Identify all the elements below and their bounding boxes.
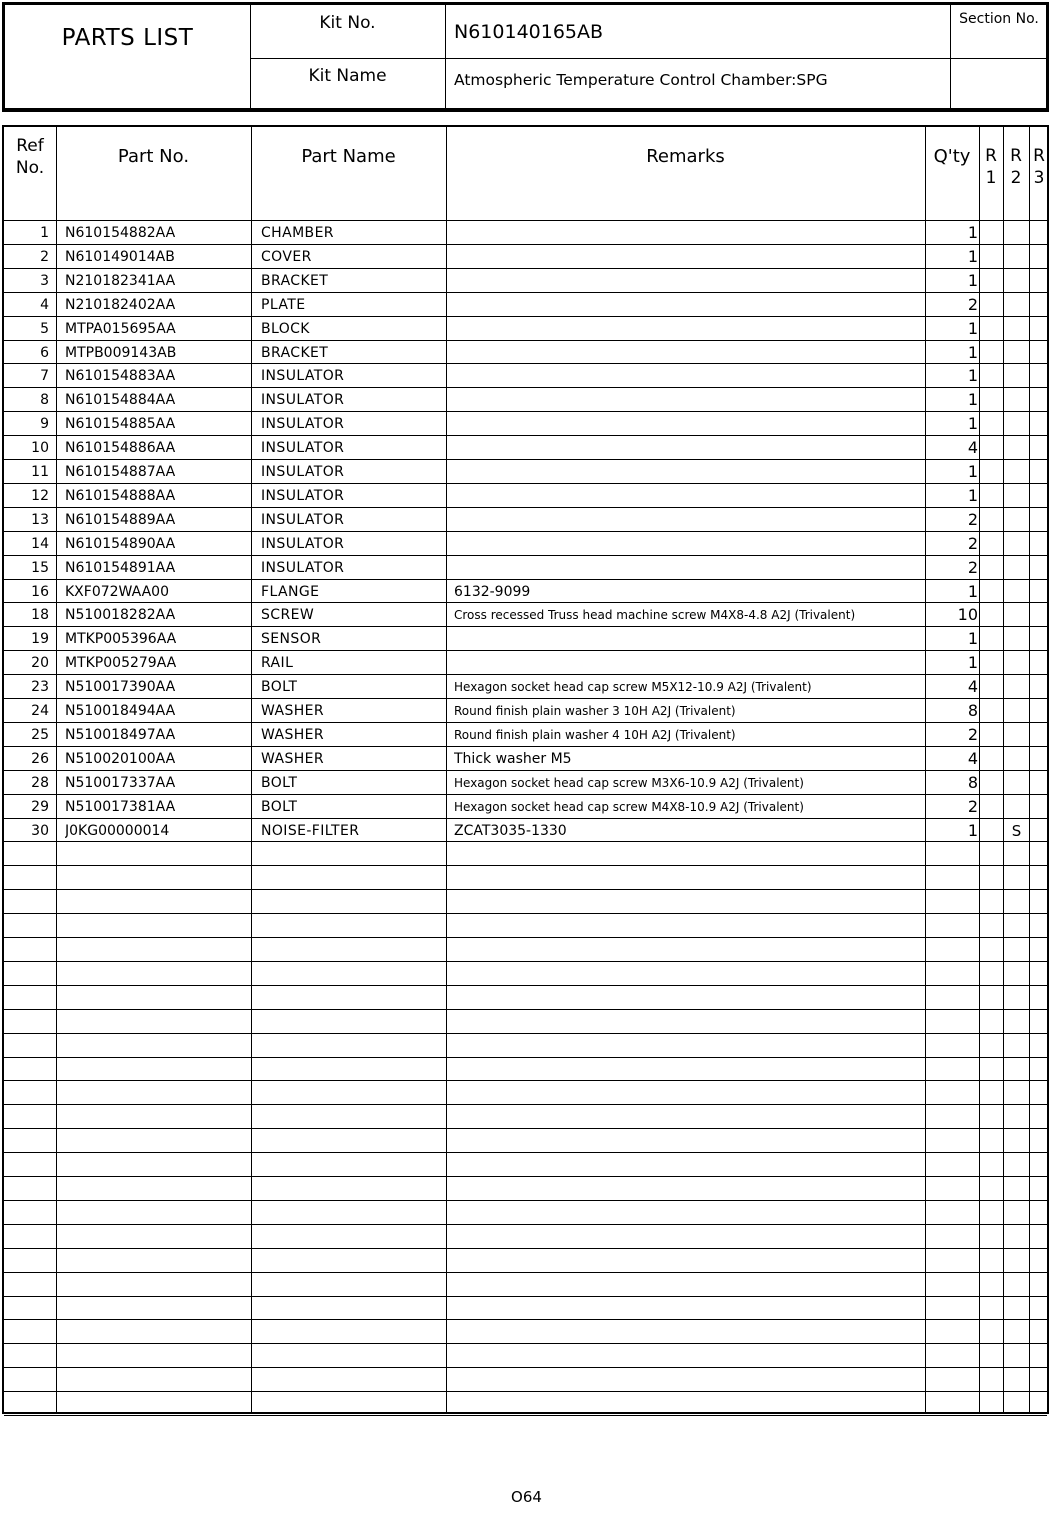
remarks-cell <box>454 435 924 459</box>
parts-list-header <box>2 2 1049 112</box>
r1-cell <box>980 626 1003 650</box>
ref-no-cell: 28 <box>31 774 49 791</box>
col-header-qty: Q'ty <box>933 146 971 167</box>
kit-no-label: Kit No. <box>319 13 376 33</box>
part-name-cell: COVER <box>261 248 312 265</box>
qty-cell: 2 <box>967 533 978 553</box>
r3-cell <box>1030 387 1049 411</box>
ref-no-cell: 18 <box>31 607 49 624</box>
ref-no-cell: 14 <box>31 535 49 552</box>
row-divider <box>4 1272 1047 1273</box>
part-no-cell: MTKP005396AA <box>65 631 177 648</box>
row-divider <box>4 913 1047 914</box>
qty-cell: 8 <box>967 701 978 720</box>
r1-cell <box>980 579 1003 603</box>
ref-no-cell: 7 <box>40 368 49 385</box>
part-no-cell: N510017390AA <box>65 679 176 696</box>
row-divider <box>4 1391 1047 1392</box>
row-divider <box>4 1104 1047 1105</box>
r2-cell <box>1004 244 1029 268</box>
ref-no-cell: 4 <box>40 296 49 313</box>
col-header-part-no: Part No. <box>117 146 190 167</box>
qty-cell: 1 <box>967 581 978 601</box>
r2-cell <box>1004 292 1029 316</box>
ref-no-cell: 8 <box>40 392 49 409</box>
part-no-cell: N610154887AA <box>65 464 176 480</box>
part-no-cell: N510018497AA <box>65 726 176 743</box>
ref-no-cell: 16 <box>31 583 49 600</box>
r3-cell <box>1030 794 1049 818</box>
qty-cell: 2 <box>967 557 978 577</box>
row-divider <box>4 985 1047 986</box>
row-divider <box>4 889 1047 890</box>
r1-cell <box>980 674 1003 698</box>
part-no-cell: N510020100AA <box>65 750 176 767</box>
col-header-r2: R 2 <box>1010 146 1022 188</box>
row-divider <box>4 1009 1047 1010</box>
part-no-cell: N210182341AA <box>65 272 176 289</box>
r3-cell <box>1030 555 1049 579</box>
r1-cell <box>980 459 1003 483</box>
row-divider <box>4 1367 1047 1368</box>
part-no-cell: MTPA015695AA <box>65 320 176 337</box>
remarks-cell <box>454 363 924 387</box>
part-no-cell: N610154883AA <box>65 368 176 385</box>
ref-no-cell: 2 <box>40 248 49 265</box>
r2-cell <box>1004 363 1029 387</box>
part-name-cell: NOISE-FILTER <box>261 822 360 839</box>
part-name-cell: INSULATOR <box>261 487 345 504</box>
r1-cell <box>980 722 1003 746</box>
qty-cell: 4 <box>967 748 978 768</box>
r1-cell <box>980 292 1003 316</box>
r2-cell <box>1004 411 1029 435</box>
qty-cell: 1 <box>967 246 978 266</box>
qty-cell: 1 <box>967 270 978 290</box>
r2-cell <box>1004 387 1029 411</box>
ref-no-cell: 5 <box>40 320 49 337</box>
row-divider <box>4 1319 1047 1320</box>
ref-no-cell: 20 <box>31 655 49 672</box>
remarks-cell <box>454 555 924 579</box>
document-title: PARTS LIST <box>61 25 194 51</box>
part-name-cell: FLANGE <box>261 583 320 600</box>
remarks-cell <box>454 316 924 340</box>
part-no-cell: N510018282AA <box>65 607 176 624</box>
part-name-cell: INSULATOR <box>261 511 345 528</box>
row-divider <box>4 1224 1047 1225</box>
remarks-cell <box>454 411 924 435</box>
r3-cell <box>1030 818 1049 842</box>
qty-cell: 2 <box>967 509 978 529</box>
r2-cell <box>1004 650 1029 674</box>
remarks-cell: Round finish plain washer 4 10H A2J (Trivalent) <box>454 727 736 742</box>
r3-cell <box>1030 722 1049 746</box>
qty-cell: 4 <box>967 677 978 697</box>
part-no-cell: N610154888AA <box>65 487 176 504</box>
ref-no-cell: 24 <box>31 703 49 719</box>
r3-cell <box>1030 363 1049 387</box>
part-name-cell: INSULATOR <box>261 464 345 480</box>
part-name-cell: INSULATOR <box>261 416 345 433</box>
row-divider <box>4 1415 1047 1416</box>
row-divider <box>4 1152 1047 1153</box>
r1-cell <box>980 531 1003 555</box>
r2-cell <box>1004 698 1029 722</box>
r2-cell <box>1004 507 1029 531</box>
header-row-divider <box>250 58 1046 59</box>
qty-cell: 2 <box>967 796 978 816</box>
remarks-cell <box>454 531 924 555</box>
part-no-cell: N510017381AA <box>65 798 176 815</box>
ref-no-cell: 3 <box>40 272 49 289</box>
remarks-cell <box>454 387 924 411</box>
r3-cell <box>1030 483 1049 507</box>
part-name-cell: WASHER <box>261 703 325 719</box>
r2-cell <box>1004 794 1029 818</box>
row-divider <box>4 1343 1047 1344</box>
r1-cell <box>980 435 1003 459</box>
remarks-cell: Hexagon socket head cap screw M5X12-10.9 A2J (Trivalent) <box>454 680 812 695</box>
row-divider <box>4 1080 1047 1081</box>
ref-no-cell: 11 <box>31 464 49 480</box>
ref-no-cell: 30 <box>31 822 49 839</box>
qty-cell: 1 <box>967 223 978 242</box>
row-divider <box>4 1248 1047 1249</box>
row-divider <box>4 841 1047 842</box>
r1-cell <box>980 268 1003 292</box>
remarks-cell: Hexagon socket head cap screw M4X8-10.9 A2J (Trivalent) <box>454 799 804 814</box>
remarks-cell: Thick washer M5 <box>454 750 572 767</box>
col-header-r1: R 1 <box>985 146 997 188</box>
col-header-remarks: Remarks <box>646 146 725 167</box>
remarks-cell <box>454 459 924 483</box>
row-divider <box>4 1176 1047 1177</box>
remarks-cell <box>454 220 924 244</box>
r1-cell <box>980 555 1003 579</box>
part-no-cell: N610154882AA <box>65 225 176 241</box>
r1-cell <box>980 411 1003 435</box>
part-name-cell: INSULATOR <box>261 440 345 457</box>
ref-no-cell: 26 <box>31 750 49 767</box>
qty-cell: 1 <box>967 462 978 481</box>
remarks-cell: Cross recessed Truss head machine screw M4X8-4.8 A2J (Trivalent) <box>454 608 856 623</box>
part-name-cell: BOLT <box>261 679 298 696</box>
qty-cell: 1 <box>967 485 978 505</box>
r3-cell <box>1030 292 1049 316</box>
part-no-cell: N510018494AA <box>65 703 176 719</box>
r1-cell <box>980 794 1003 818</box>
qty-cell: 10 <box>957 605 978 625</box>
remarks-cell: Round finish plain washer 3 10H A2J (Trivalent) <box>454 704 736 718</box>
r2-cell <box>1004 579 1029 603</box>
ref-no-cell: 15 <box>31 559 49 576</box>
part-no-cell: MTKP005279AA <box>65 655 177 672</box>
col-header-part-name: Part Name <box>301 146 396 167</box>
qty-cell: 4 <box>967 438 978 458</box>
part-no-cell: N610154889AA <box>65 511 176 528</box>
ref-no-cell: 23 <box>31 679 49 696</box>
r1-cell <box>980 244 1003 268</box>
r3-cell <box>1030 602 1049 626</box>
r3-cell <box>1030 411 1049 435</box>
part-name-cell: BLOCK <box>261 320 310 337</box>
ref-no-cell: 19 <box>31 631 49 648</box>
qty-cell: 2 <box>967 724 978 744</box>
parts-table <box>2 125 1049 1414</box>
part-no-cell: N610154890AA <box>65 535 176 552</box>
kit-no-value: N610140165AB <box>454 21 604 43</box>
r2-cell <box>1004 722 1029 746</box>
kit-name-label: Kit Name <box>308 66 387 86</box>
remarks-cell <box>454 626 924 650</box>
part-name-cell: SCREW <box>261 607 315 624</box>
row-divider <box>4 1057 1047 1058</box>
col-header-ref-no: Ref No. <box>15 136 45 178</box>
r2-cell <box>1004 746 1029 770</box>
part-no-cell: J0KG00000014 <box>65 822 170 839</box>
page-number: O64 <box>511 1488 542 1506</box>
qty-cell: 1 <box>967 342 978 362</box>
part-name-cell: INSULATOR <box>261 559 345 576</box>
r2-cell <box>1004 316 1029 340</box>
part-no-cell: MTPB009143AB <box>65 344 177 361</box>
ref-no-cell: 1 <box>40 225 49 241</box>
header-divider <box>445 5 446 108</box>
r2-cell <box>1004 602 1029 626</box>
qty-cell: 1 <box>967 390 978 410</box>
r3-cell <box>1030 507 1049 531</box>
remarks-cell <box>454 483 924 507</box>
qty-cell: 1 <box>967 629 978 649</box>
row-divider <box>4 1128 1047 1129</box>
part-no-cell: N610154886AA <box>65 440 176 457</box>
kit-name-value: Atmospheric Temperature Control Chamber:SPG <box>454 71 828 89</box>
r2-cell <box>1004 555 1029 579</box>
r2-cell <box>1004 435 1029 459</box>
r3-cell <box>1030 316 1049 340</box>
r1-cell <box>980 770 1003 794</box>
ref-no-cell: 12 <box>31 487 49 504</box>
r2-cell <box>1004 674 1029 698</box>
r2-cell <box>1004 268 1029 292</box>
r1-cell <box>980 483 1003 507</box>
r3-cell <box>1030 698 1049 722</box>
ref-no-cell: 9 <box>40 416 49 433</box>
r2-cell <box>1004 459 1029 483</box>
ref-no-cell: 29 <box>31 798 49 815</box>
remarks-cell: Hexagon socket head cap screw M3X6-10.9 A2J (Trivalent) <box>454 775 804 790</box>
remarks-cell <box>454 292 924 316</box>
r1-cell <box>980 220 1003 244</box>
part-name-cell: RAIL <box>261 655 294 672</box>
part-no-cell: N610154884AA <box>65 392 176 409</box>
row-divider <box>4 1296 1047 1297</box>
r3-cell <box>1030 579 1049 603</box>
qty-cell: 1 <box>967 653 978 673</box>
r2-cell <box>1004 483 1029 507</box>
r3-cell <box>1030 268 1049 292</box>
qty-cell: 2 <box>967 294 978 314</box>
part-no-cell: N610154885AA <box>65 416 176 433</box>
r2-cell: S <box>1011 821 1022 840</box>
r2-cell <box>1004 531 1029 555</box>
ref-no-cell: 13 <box>31 511 49 528</box>
part-name-cell: INSULATOR <box>261 368 345 385</box>
r1-cell <box>980 602 1003 626</box>
part-no-cell: KXF072WAA00 <box>65 583 169 600</box>
part-name-cell: PLATE <box>261 296 306 313</box>
part-no-cell: N210182402AA <box>65 296 176 313</box>
r1-cell <box>980 316 1003 340</box>
r3-cell <box>1030 244 1049 268</box>
row-divider <box>4 865 1047 866</box>
part-name-cell: SENSOR <box>261 631 322 648</box>
remarks-cell <box>454 340 924 364</box>
r3-cell <box>1030 220 1049 244</box>
r3-cell <box>1030 650 1049 674</box>
ref-no-cell: 25 <box>31 726 49 743</box>
ref-no-cell: 6 <box>40 344 49 361</box>
part-no-cell: N510017337AA <box>65 774 176 791</box>
r2-cell <box>1004 770 1029 794</box>
part-name-cell: CHAMBER <box>261 225 334 241</box>
row-divider <box>4 937 1047 938</box>
r1-cell <box>980 387 1003 411</box>
remarks-cell <box>454 650 924 674</box>
r1-cell <box>980 363 1003 387</box>
part-name-cell: BRACKET <box>261 272 329 289</box>
r3-cell <box>1030 340 1049 364</box>
row-divider <box>4 1033 1047 1034</box>
col-header-r3: R 3 <box>1033 146 1045 188</box>
r2-cell <box>1004 220 1029 244</box>
r1-cell <box>980 650 1003 674</box>
r3-cell <box>1030 746 1049 770</box>
r3-cell <box>1030 626 1049 650</box>
part-no-cell: N610154891AA <box>65 559 176 576</box>
r3-cell <box>1030 435 1049 459</box>
qty-cell: 1 <box>967 366 978 386</box>
qty-cell: 1 <box>967 318 978 338</box>
part-name-cell: BOLT <box>261 798 298 815</box>
ref-no-cell: 10 <box>31 440 49 457</box>
remarks-cell <box>454 244 924 268</box>
remarks-cell <box>454 268 924 292</box>
r3-cell <box>1030 674 1049 698</box>
part-name-cell: WASHER <box>261 726 325 743</box>
qty-cell: 1 <box>967 820 978 840</box>
r1-cell <box>980 818 1003 842</box>
remarks-cell: ZCAT3035-1330 <box>454 822 567 839</box>
part-name-cell: INSULATOR <box>261 535 345 552</box>
r3-cell <box>1030 459 1049 483</box>
r1-cell <box>980 746 1003 770</box>
r3-cell <box>1030 770 1049 794</box>
remarks-cell: 6132-9099 <box>454 583 531 600</box>
row-divider <box>4 961 1047 962</box>
part-name-cell: BRACKET <box>261 344 329 361</box>
section-no-label: Section No. <box>959 11 1039 27</box>
r1-cell <box>980 340 1003 364</box>
part-name-cell: WASHER <box>261 750 325 767</box>
r1-cell <box>980 507 1003 531</box>
row-divider <box>4 1200 1047 1201</box>
remarks-cell <box>454 507 924 531</box>
r1-cell <box>980 698 1003 722</box>
qty-cell: 8 <box>967 772 978 792</box>
part-no-cell: N610149014AB <box>65 248 175 265</box>
r3-cell <box>1030 531 1049 555</box>
r2-cell <box>1004 626 1029 650</box>
part-name-cell: INSULATOR <box>261 392 345 409</box>
part-name-cell: BOLT <box>261 774 298 791</box>
qty-cell: 1 <box>967 414 978 434</box>
r2-cell <box>1004 340 1029 364</box>
